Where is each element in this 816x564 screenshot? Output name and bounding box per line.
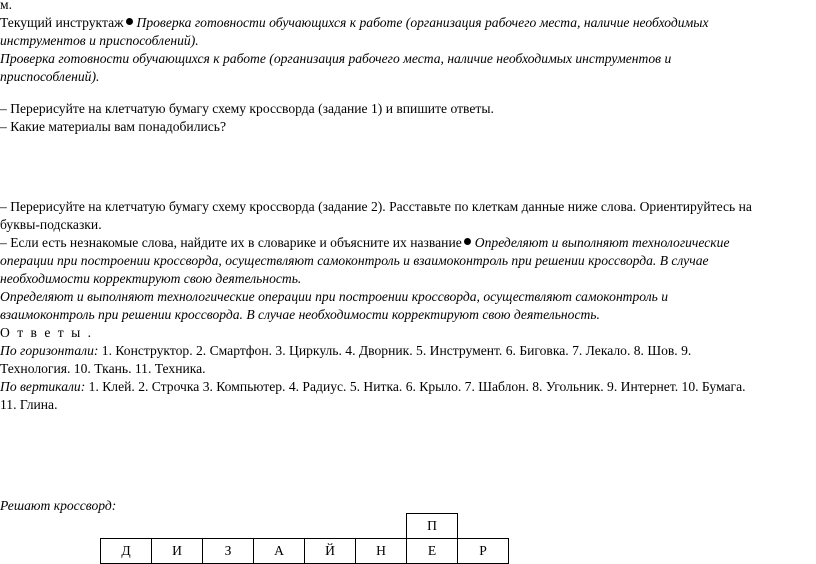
- horizontal-answers-1: [0, 342, 691, 360]
- crossword-cell: Е: [407, 539, 458, 564]
- crossword-cell: А: [254, 539, 305, 564]
- top-fragment: м.: [0, 0, 13, 12]
- crossword-top-cell-table: [406, 513, 458, 539]
- vertical-text: 1. Клей. 2. Строчка 3. Компьютер. 4. Радиус. 5. Нитка. 6. Крыло. 7. Шаблон. 8. Угольник. 9. Интернет. 10. Бумага.: [85, 379, 746, 394]
- italic-line-2: необходимости корректируют свою деятельность.: [0, 271, 302, 286]
- crossword-cell: И: [152, 539, 203, 564]
- task-2-line-2: буквы-подсказки.: [0, 217, 102, 232]
- instruction-repeat-1: Проверка готовности обучающихся к работе (организация рабочего места, наличие необходимых инструментов и: [0, 51, 672, 66]
- vertical-answers-2: 11. Глина.: [0, 397, 58, 412]
- question: – Какие материалы вам понадобились?: [0, 119, 227, 134]
- crossword-cell: З: [203, 539, 254, 564]
- instruction-label: Текущий инструктаж: [0, 15, 124, 30]
- instruction-line-2: инструментов и приспособлений).: [0, 33, 199, 48]
- bullet-icon: [464, 238, 471, 245]
- italic-line-3: Определяют и выполняют технологические операции при построении кроссворда, осуществляют самоконтроль и: [0, 289, 669, 304]
- crossword-cell: Н: [356, 539, 407, 564]
- vertical-label: По вертикали:: [0, 379, 86, 394]
- italic-line-4: взаимоконтроль при решении кроссворда. В случае необходимости корректируют свою деятельность.: [0, 307, 600, 322]
- task-3-line: [0, 234, 729, 252]
- instruction-line-1: [0, 14, 709, 32]
- horizontal-answers-2: Технология. 10. Ткань. 11. Техника.: [0, 361, 206, 376]
- solve-label: Решают кроссворд:: [0, 498, 117, 513]
- task-3-text: – Если есть незнакомые слова, найдите их в словарике и объясните их название: [0, 235, 462, 250]
- answers-title: О т в е т ы .: [0, 325, 94, 340]
- crossword-cell: П: [407, 514, 458, 539]
- crossword-grid: [100, 538, 509, 564]
- vertical-answers-1: [0, 378, 746, 396]
- crossword-cell: Й: [305, 539, 356, 564]
- italic-line-1: операции при построении кроссворда, осуществляют самоконтроль и взаимоконтроль при решении кроссворда. В случае: [0, 253, 709, 268]
- task-1: – Перерисуйте на клетчатую бумагу схему кроссворда (задание 1) и впишите ответы.: [0, 101, 494, 116]
- horizontal-text: 1. Конструктор. 2. Смартфон. 3. Циркуль. 4. Дворник. 5. Инструмент. 6. Биговка. 7. Лекало. 8. Шов. 9.: [98, 343, 692, 358]
- horizontal-label: По горизонтали:: [0, 343, 99, 358]
- task-2-line-1: – Перерисуйте на клетчатую бумагу схему кроссворда (задание 2). Расставьте по клеткам данные ниже слова. Ориентируйтесь на: [0, 199, 752, 214]
- instruction-text: Проверка готовности обучающихся к работе (организация рабочего места, наличие необходимых: [136, 15, 709, 30]
- crossword-cell: Д: [101, 539, 152, 564]
- task-3-italic: Определяют и выполняют технологические: [474, 235, 730, 250]
- crossword-row: [101, 539, 509, 564]
- crossword-cell: Р: [458, 539, 509, 564]
- bullet-icon: [126, 18, 133, 25]
- instruction-repeat-2: приспособлений).: [0, 69, 100, 84]
